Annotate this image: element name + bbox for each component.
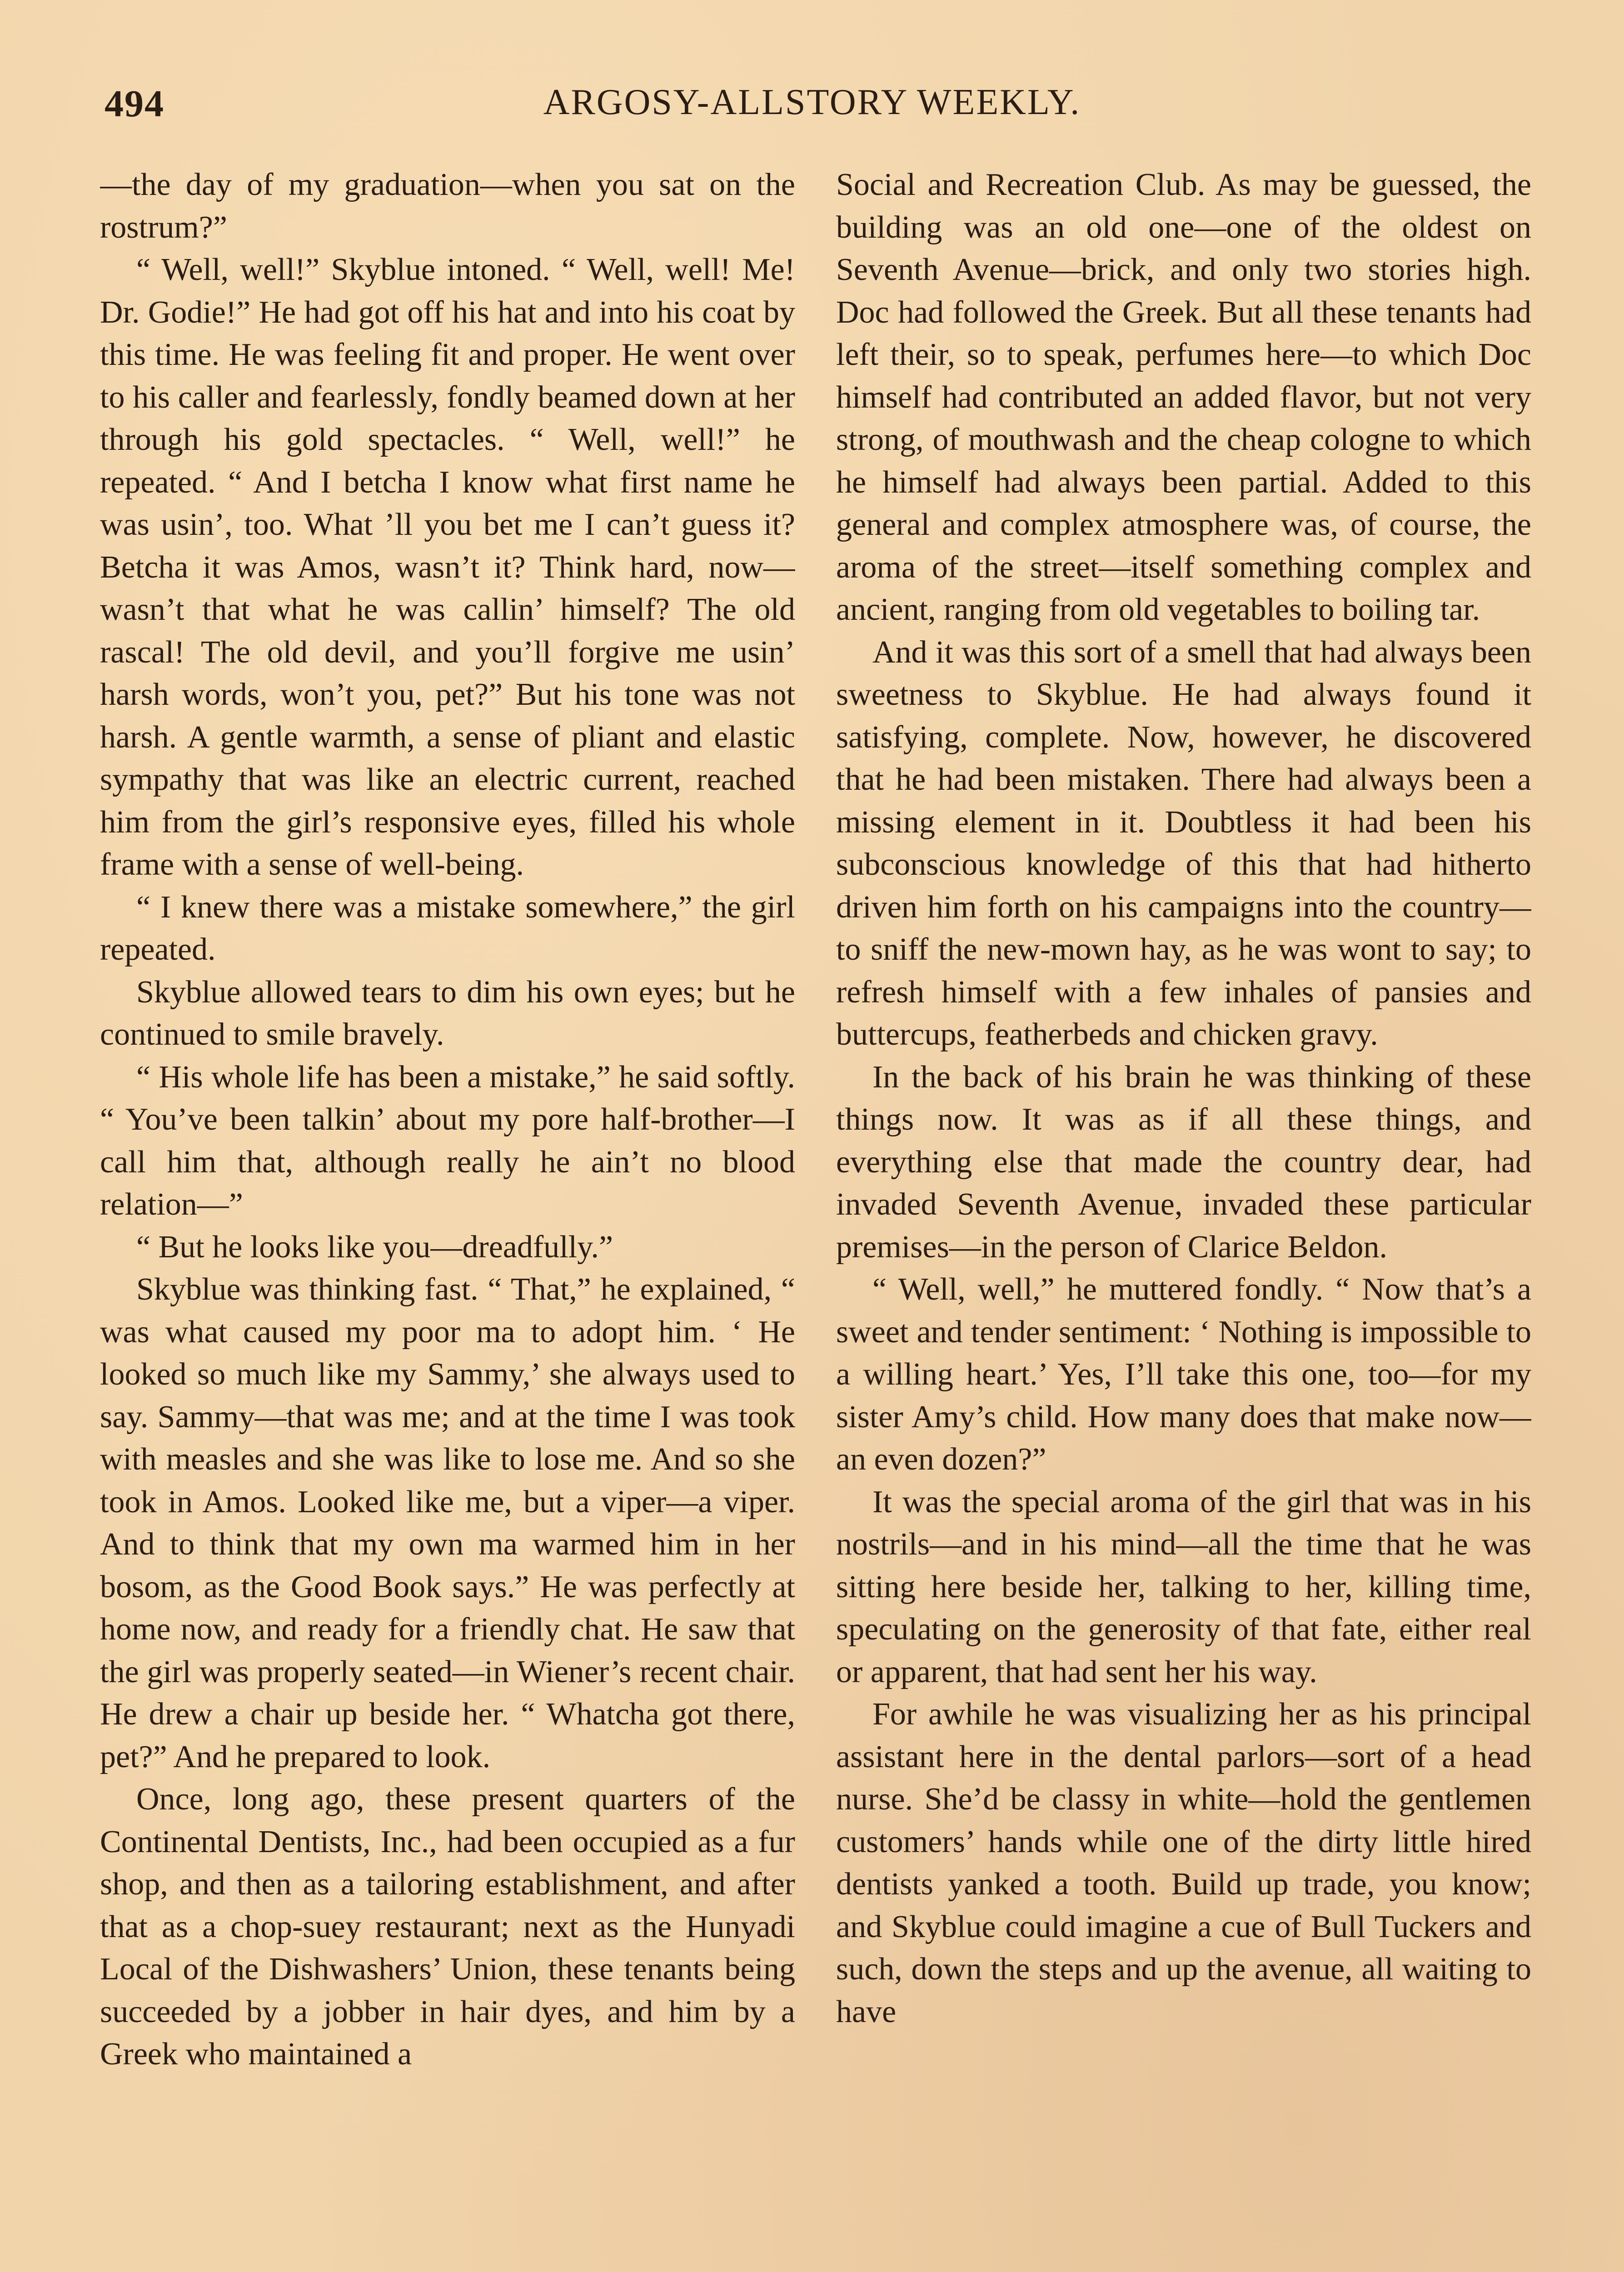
paragraph: In the back of his brain he was thinking of these things now. It was as if all these things, and everything else that made the country dear, had invaded Seventh Avenue, invaded these particular premises—in the person of Clarice Beldon. <box>836 1059 1531 1265</box>
paragraph: It was the special aroma of the girl that was in his nostrils—and in his mind—all the time that he was sitting here beside her, talking to her, killing time, speculating on the generosity of that fate, either real or apparent, that had sent her his way. <box>836 1484 1531 1689</box>
paragraph: For awhile he was visualizing her as his principal assistant here in the dental parlors—sort of a head nurse. She’d be classy in white—hold the gentlemen customers’ hands while one of the dirty little hired dentists yanked a tooth. Build up trade, you know; and Skyblue could imagine a cue of Bull Tuckers and such, down the steps and up the avenue, all waiting to have <box>836 1697 1531 2029</box>
paragraph: —the day of my graduation—when you sat on the rostrum?” <box>100 167 795 245</box>
paragraph: “ Well, well,” he muttered fondly. “ Now that’s a sweet and tender sentiment: ‘ Nothing is impossible to a willing heart.’ Yes, I’ll take this one, too—for my sister Amy’s child. How many does that make now—an even dozen?” <box>836 1272 1531 1477</box>
right-column <box>836 164 1531 2272</box>
paragraph: Skyblue allowed tears to dim his own eyes; but he continued to smile bravely. <box>100 974 795 1052</box>
paragraph: And it was this sort of a smell that had always been sweetness to Skyblue. He had always found it satisfying, complete. Now, however, he discovered that he had been mistaken. There had always been a missing element in it. Doubtless it had been his subconscious knowledge of this that had hitherto driven him forth on his campaigns into the country—to sniff the new-mown hay, as he was wont to say; to refresh himself with a few inhales of pansies and buttercups, featherbeds and chicken gravy. <box>836 634 1531 1052</box>
paragraph: Once, long ago, these present quarters of the Continental Dentists, Inc., had been occupied as a fur shop, and then as a tailoring establishment, and after that as a chop-suey restaurant; next as the Hunyadi Local of the Dishwashers’ Union, these tenants being succeeded by a jobber in hair dyes, and him by a Greek who maintained a <box>100 1782 795 2072</box>
paragraph: “ His whole life has been a mistake,” he said softly. “ You’ve been talkin’ about my pore half-brother—I call him that, although really he ain’t no blood relation—” <box>100 1059 795 1222</box>
paragraph: “ I knew there was a mistake somewhere,” the girl repeated. <box>100 889 795 967</box>
paragraph: Skyblue was thinking fast. “ That,” he explained, “ was what caused my poor ma to adopt him. ‘ He looked so much like my Sammy,’ she always used to say. Sammy—that was me; and at the time I was took with measles and she was like to lose me. And so she took in Amos. Looked like me, but a viper—a viper. And to think that my own ma warmed him in her bosom, as the Good Book says.” He was perfectly at home now, and ready for a friendly chat. He saw that the girl was properly seated—in Wiener’s recent chair. He drew a chair up beside her. “ Whatcha got there, pet?” And he prepared to look. <box>100 1272 795 1774</box>
running-title: ARGOSY-ALLSTORY WEEKLY. <box>543 82 1081 122</box>
paragraph: “ But he looks like you—dreadfully.” <box>136 1229 613 1265</box>
left-column <box>100 164 795 2272</box>
paragraph: “ Well, well!” Skyblue intoned. “ Well, well! Me! Dr. Godie!” He had got off his hat and into his coat by this time. He was feeling fit and proper. He went over to his caller and fearlessly, fondly beamed down at her through his gold spectacles. “ Well, well!” he repeated. “ And I betcha I know what first name he was usin’, too. What ’ll you bet me I can’t guess it? Betcha it was Amos, wasn’t it? Think hard, now—wasn’t that what he was callin’ himself? The old rascal! The old devil, and you’ll forgive me usin’ harsh words, won’t you, pet?” But his tone was not harsh. A gentle warmth, a sense of pliant and elastic sympathy that was like an electric current, reached him from the girl’s responsive eyes, filled his whole frame with a sense of well-being. <box>100 252 795 882</box>
page-number: 494 <box>105 83 164 125</box>
paragraph: Social and Recreation Club. As may be guessed, the building was an old one—one of the oldest on Seventh Avenue—brick, and only two stories high. Doc had followed the Greek. But all these tenants had left their, so to speak, perfumes here—to which Doc himself had contributed an added flavor, but not very strong, of mouthwash and the cheap cologne to which he himself had always been partial. Added to this general and complex atmosphere was, of course, the aroma of the street—itself something complex and ancient, ranging from old vegetables to boiling tar. <box>836 167 1531 627</box>
page-header <box>105 82 1519 132</box>
text-columns <box>100 164 1531 2272</box>
